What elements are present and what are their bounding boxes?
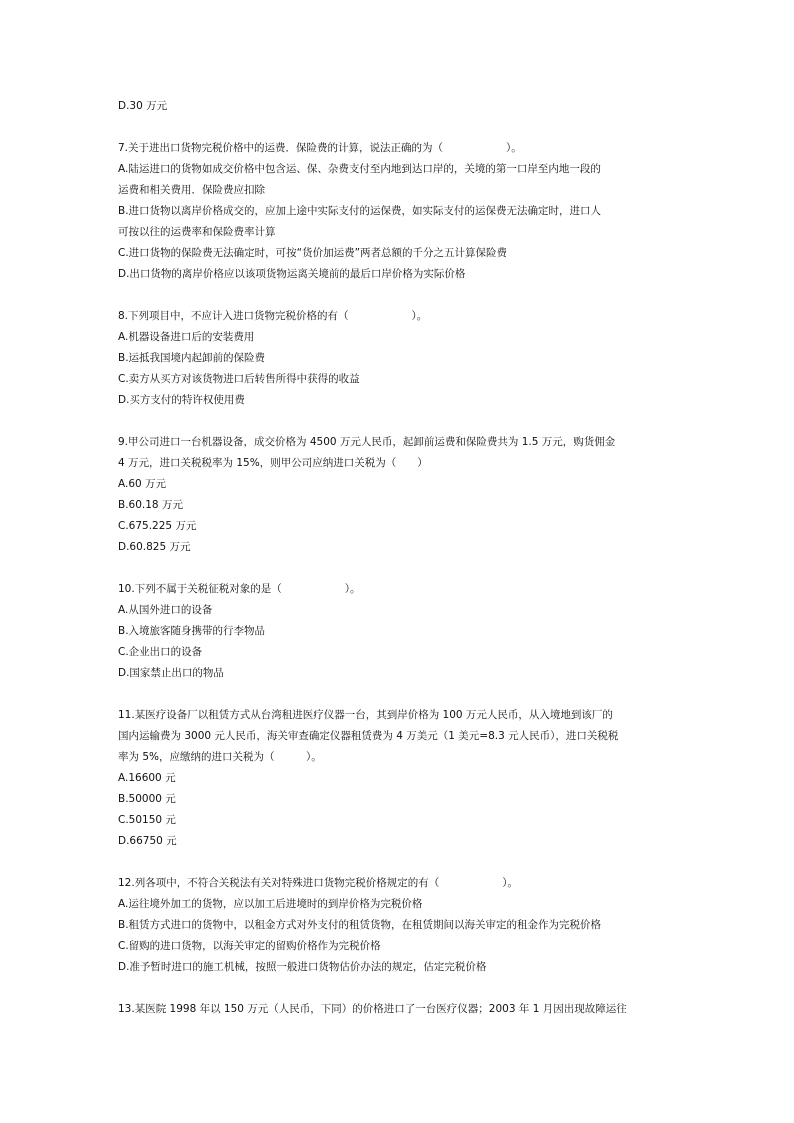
- option-d: D.66750 元: [118, 835, 177, 847]
- document-page: [118, 96, 678, 1020]
- option-d: D.国家禁止出口的物品: [118, 667, 224, 679]
- question-stem-cont: 率为 5%，应缴纳的进口关税为（ ）。: [118, 751, 322, 763]
- question-stem: 7.关于进出口货物完税价格中的运费．保险费的计算，说法正确的为（ ）。: [118, 142, 522, 154]
- option-a: A.16600 元: [118, 772, 176, 784]
- option-b: B.运抵我国境内起卸前的保险费: [118, 352, 266, 364]
- option-d: D.准予暂时进口的施工机械，按照一般进口货物估价办法的规定，估定完税价格: [118, 961, 487, 973]
- option-c: C.留购的进口货物，以海关审定的留购价格作为完税价格: [118, 940, 381, 952]
- question-stem-cont: 国内运输费为 3000 元人民币，海关审查确定仪器租赁费为 4 万美元（1 美元=8.3 元人民币），进口关税税: [118, 730, 619, 742]
- question-stem-cont: 4 万元，进口关税税率为 15%，则甲公司应纳进口关税为（ ）: [118, 457, 428, 469]
- option-b: B.入境旅客随身携带的行李物品: [118, 625, 266, 637]
- question-12: [118, 873, 678, 978]
- question-stem: 11.某医疗设备厂以租赁方式从台湾租进医疗仪器一台，其到岸价格为 100 万元人民币，从入境地到该厂的: [118, 709, 613, 721]
- question-7: [118, 138, 678, 285]
- option-a: A.运往境外加工的货物，应以加工后进境时的到岸价格为完税价格: [118, 898, 423, 910]
- option-b: B.进口货物以离岸价格成交的，应加上途中实际支付的运保费，如实际支付的运保费无法确定时，进口人: [118, 205, 602, 217]
- option-d: D.出口货物的离岸价格应以该项货物运离关境前的最后口岸价格为实际价格: [118, 268, 466, 280]
- option-a: A.陆运进口的货物如成交价格中包含运、保、杂费支付至内地到达口岸的，关境的第一口岸至内地一段的: [118, 163, 601, 175]
- question-10: [118, 579, 678, 684]
- question-13: [118, 999, 678, 1020]
- option-a: A.从国外进口的设备: [118, 604, 213, 616]
- question-9: [118, 432, 678, 558]
- option-a: A.60 万元: [118, 478, 167, 490]
- option-b: B.租赁方式进口的货物中，以租金方式对外支付的租赁货物，在租赁期间以海关审定的租金作为完税价格: [118, 919, 602, 931]
- option-c: C.50150 元: [118, 814, 176, 826]
- option-a-cont: 运费和相关费用．保险费应扣除: [118, 184, 265, 196]
- option-d: D.买方支付的特许权使用费: [118, 394, 245, 406]
- option-a: A.机器设备进口后的安装费用: [118, 331, 255, 343]
- option-d: D.30 万元: [118, 100, 168, 112]
- question-6-tail: [118, 96, 678, 117]
- option-b: B.50000 元: [118, 793, 176, 805]
- option-c: C.卖方从买方对该货物进口后转售所得中获得的收益: [118, 373, 360, 385]
- option-b-cont: 可按以往的运费率和保险费率计算: [118, 226, 276, 238]
- question-stem: 10.下列不属于关税征税对象的是（ ）。: [118, 583, 361, 595]
- option-c: C.进口货物的保险费无法确定时，可按“货价加运费”两者总额的千分之五计算保险费: [118, 247, 508, 259]
- question-stem: 13.某医院 1998 年以 150 万元（人民币，下同）的价格进口了一台医疗仪器；2003 年 1 月因出现故障运往: [118, 1003, 627, 1015]
- question-stem: 8.下列项目中，不应计入进口货物完税价格的有（ ）。: [118, 310, 428, 322]
- question-stem: 12.列各项中，不符合关税法有关对特殊进口货物完税价格规定的有（ ）。: [118, 877, 518, 889]
- question-11: [118, 705, 678, 852]
- option-b: B.60.18 万元: [118, 499, 183, 511]
- option-d: D.60.825 万元: [118, 541, 191, 553]
- option-c: C.675.225 万元: [118, 520, 197, 532]
- question-stem: 9.甲公司进口一台机器设备，成交价格为 4500 万元人民币，起卸前运费和保险费共为 1.5 万元，购货佣金: [118, 436, 616, 448]
- question-8: [118, 306, 678, 411]
- option-c: C.企业出口的设备: [118, 646, 203, 658]
